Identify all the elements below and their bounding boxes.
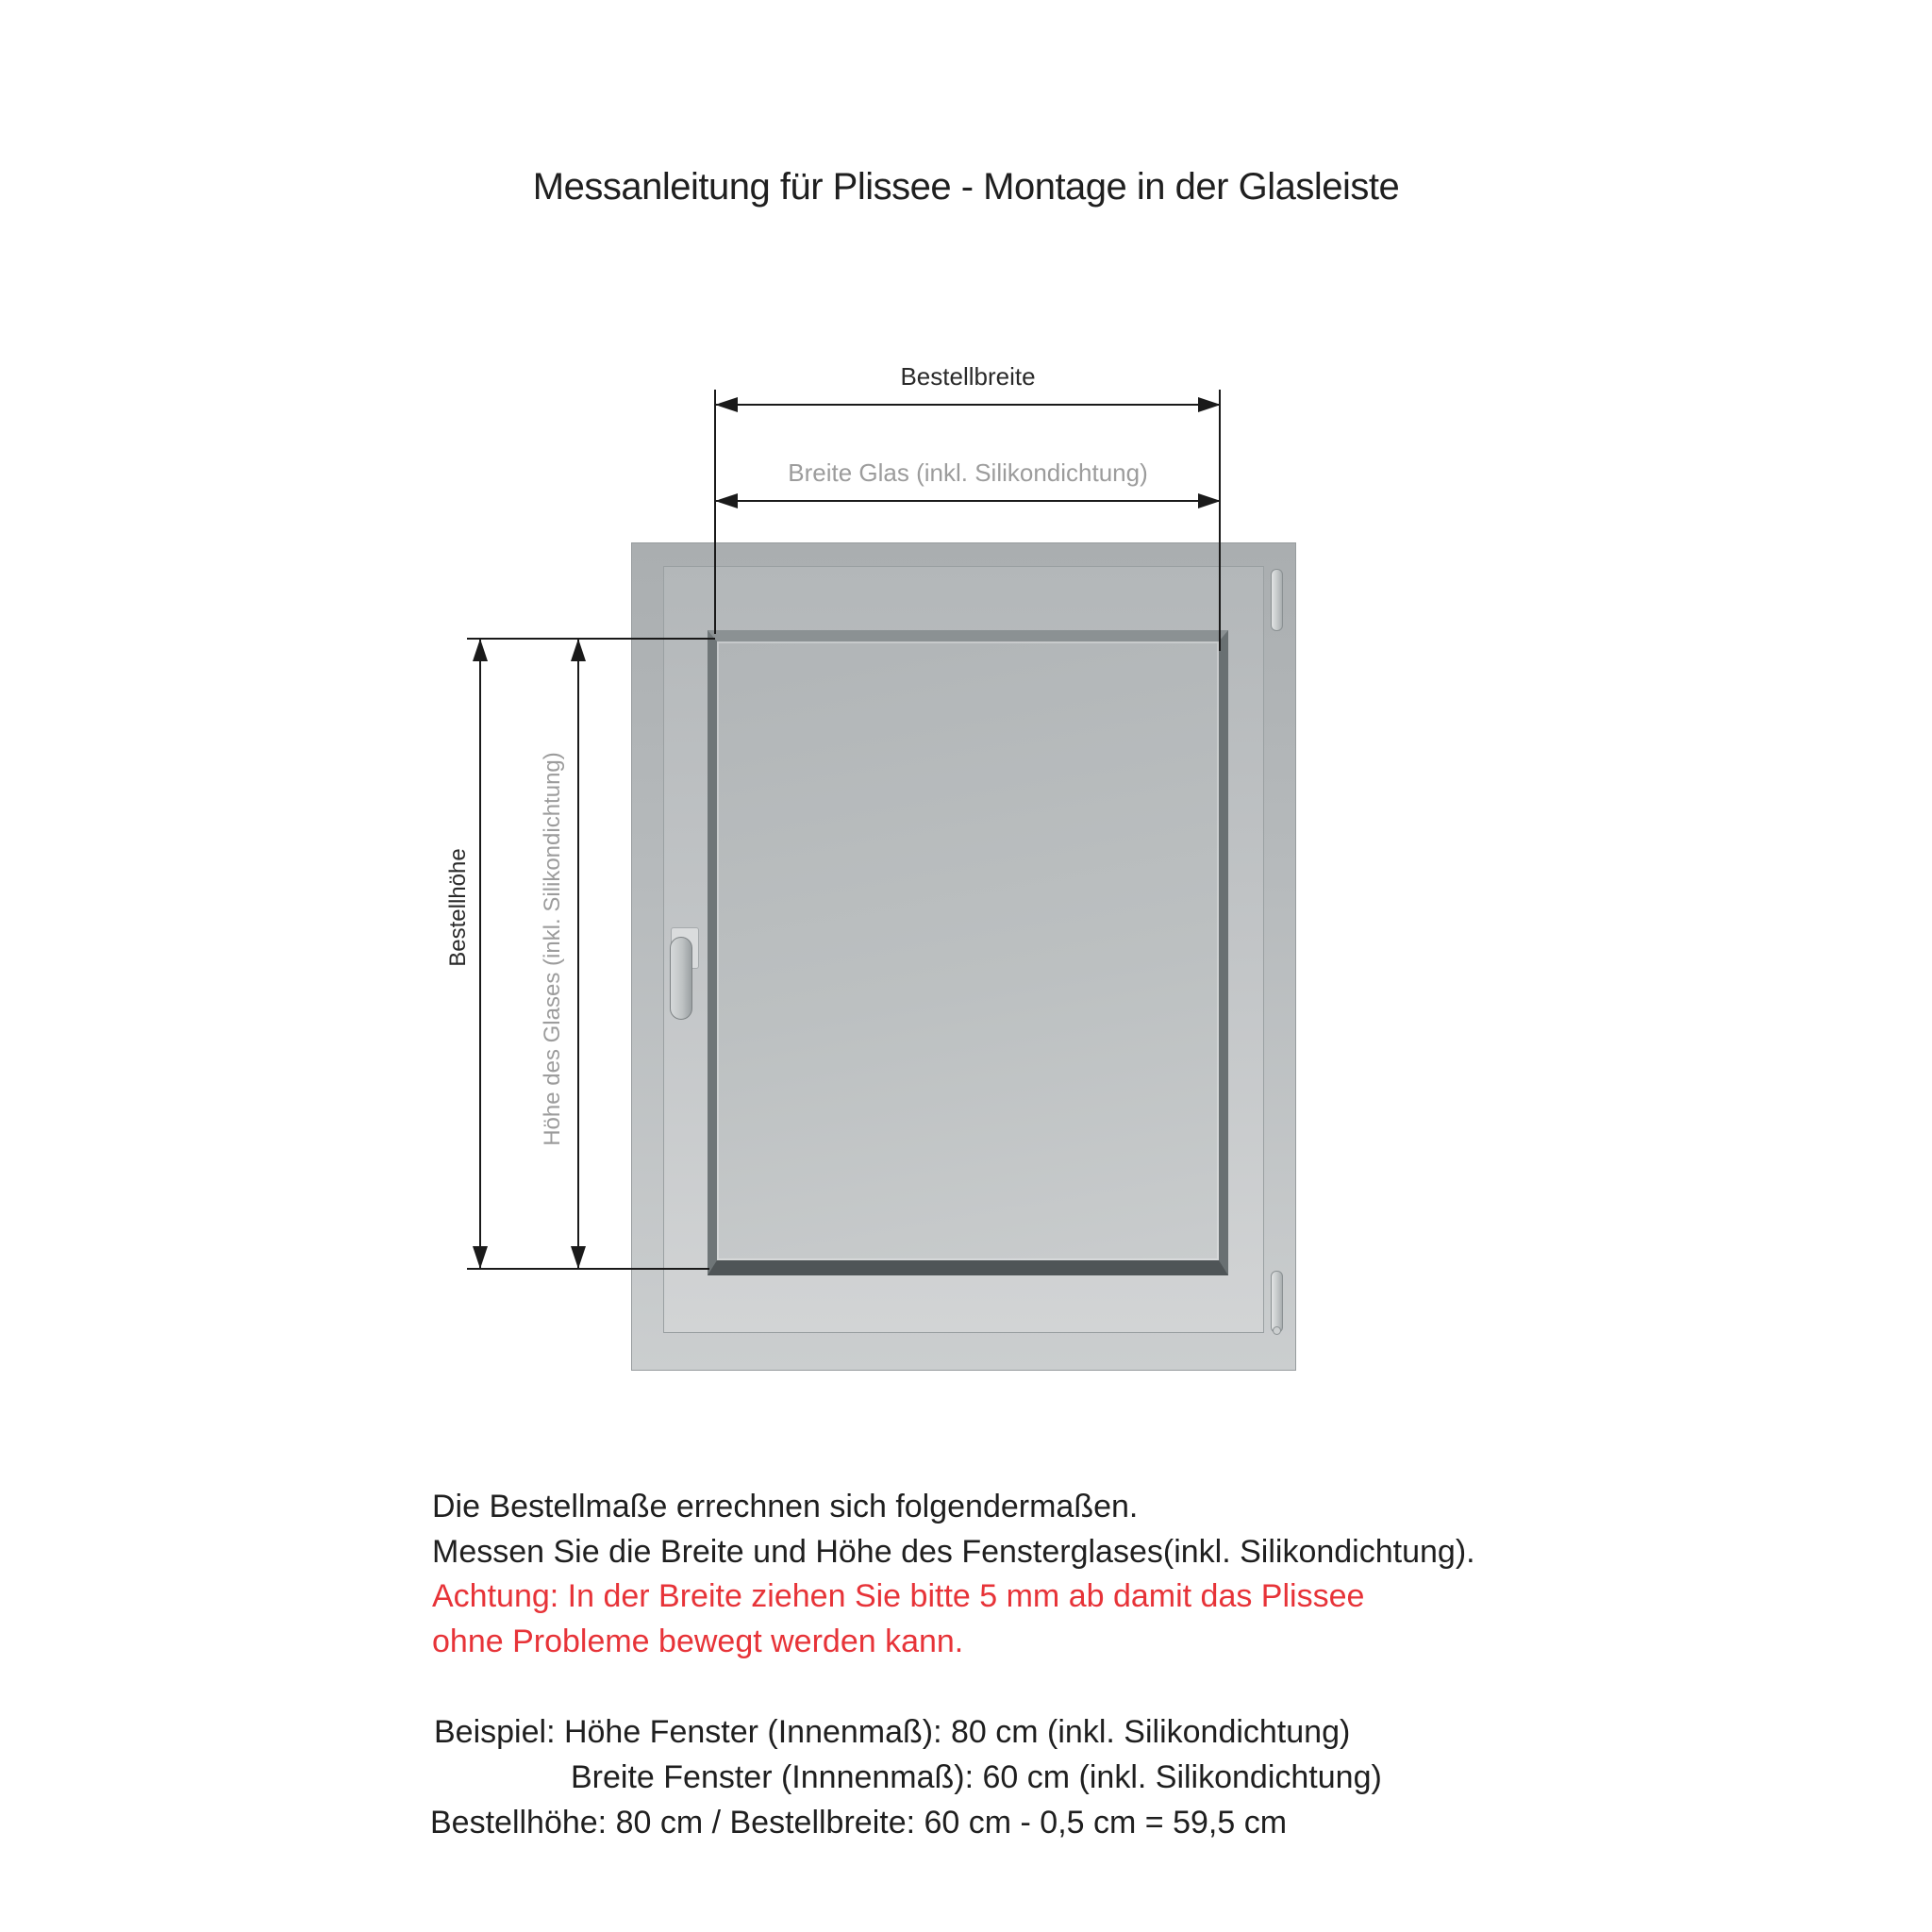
dimension-line-bestellbreite: [715, 404, 1221, 406]
extension-line-right: [1219, 390, 1221, 651]
window-hinge-knob: [1273, 1326, 1281, 1335]
tick-line-bottom: [467, 1268, 709, 1270]
window-hinge-bottom: [1271, 1271, 1283, 1333]
warning-line: Achtung: In der Breite ziehen Sie bitte 5 mm ab damit das Plissee: [432, 1578, 1365, 1614]
dimension-line-hoehe-des-glases: [577, 639, 579, 1269]
dimension-line-bestellhoehe: [479, 639, 481, 1269]
arrowhead-left-icon: [715, 493, 738, 508]
label-breite-glas: Breite Glas (inkl. Silikondichtung): [788, 458, 1148, 487]
arrowhead-down-icon: [571, 1246, 586, 1269]
warning-line: ohne Probleme bewegt werden kann.: [432, 1624, 964, 1659]
arrowhead-right-icon: [1198, 397, 1221, 412]
extension-line-left: [714, 390, 716, 634]
arrowhead-left-icon: [715, 397, 738, 412]
label-bestellbreite: Bestellbreite: [900, 362, 1036, 391]
label-bestellhoehe: Bestellhöhe: [445, 848, 471, 967]
window-handle-lever: [670, 937, 692, 1020]
arrowhead-up-icon: [571, 639, 586, 661]
example-line: Breite Fenster (Innnenmaß): 60 cm (inkl. Silikondichtung): [571, 1759, 1382, 1795]
tick-line-top: [467, 638, 715, 640]
example-line: Beispiel: Höhe Fenster (Innenmaß): 80 cm (inkl. Silikondichtung): [434, 1714, 1351, 1750]
label-hoehe-des-glases: Höhe des Glases (inkl. Silikondichtung): [540, 752, 565, 1146]
page-title: Messanleitung für Plissee - Montage in der Glasleiste: [532, 166, 1400, 208]
dimension-line-breite-glas: [715, 500, 1221, 502]
example-line: Bestellhöhe: 80 cm / Bestellbreite: 60 cm - 0,5 cm = 59,5 cm: [430, 1805, 1288, 1840]
instruction-line: Messen Sie die Breite und Höhe des Fensterglases(inkl. Silikondichtung).: [432, 1534, 1475, 1570]
window-hinge-top: [1271, 569, 1283, 631]
window-glass-pane: [708, 630, 1228, 1275]
arrowhead-right-icon: [1198, 493, 1221, 508]
arrowhead-up-icon: [473, 639, 488, 661]
instruction-line: Die Bestellmaße errechnen sich folgendermaßen.: [432, 1489, 1139, 1524]
arrowhead-down-icon: [473, 1246, 488, 1269]
